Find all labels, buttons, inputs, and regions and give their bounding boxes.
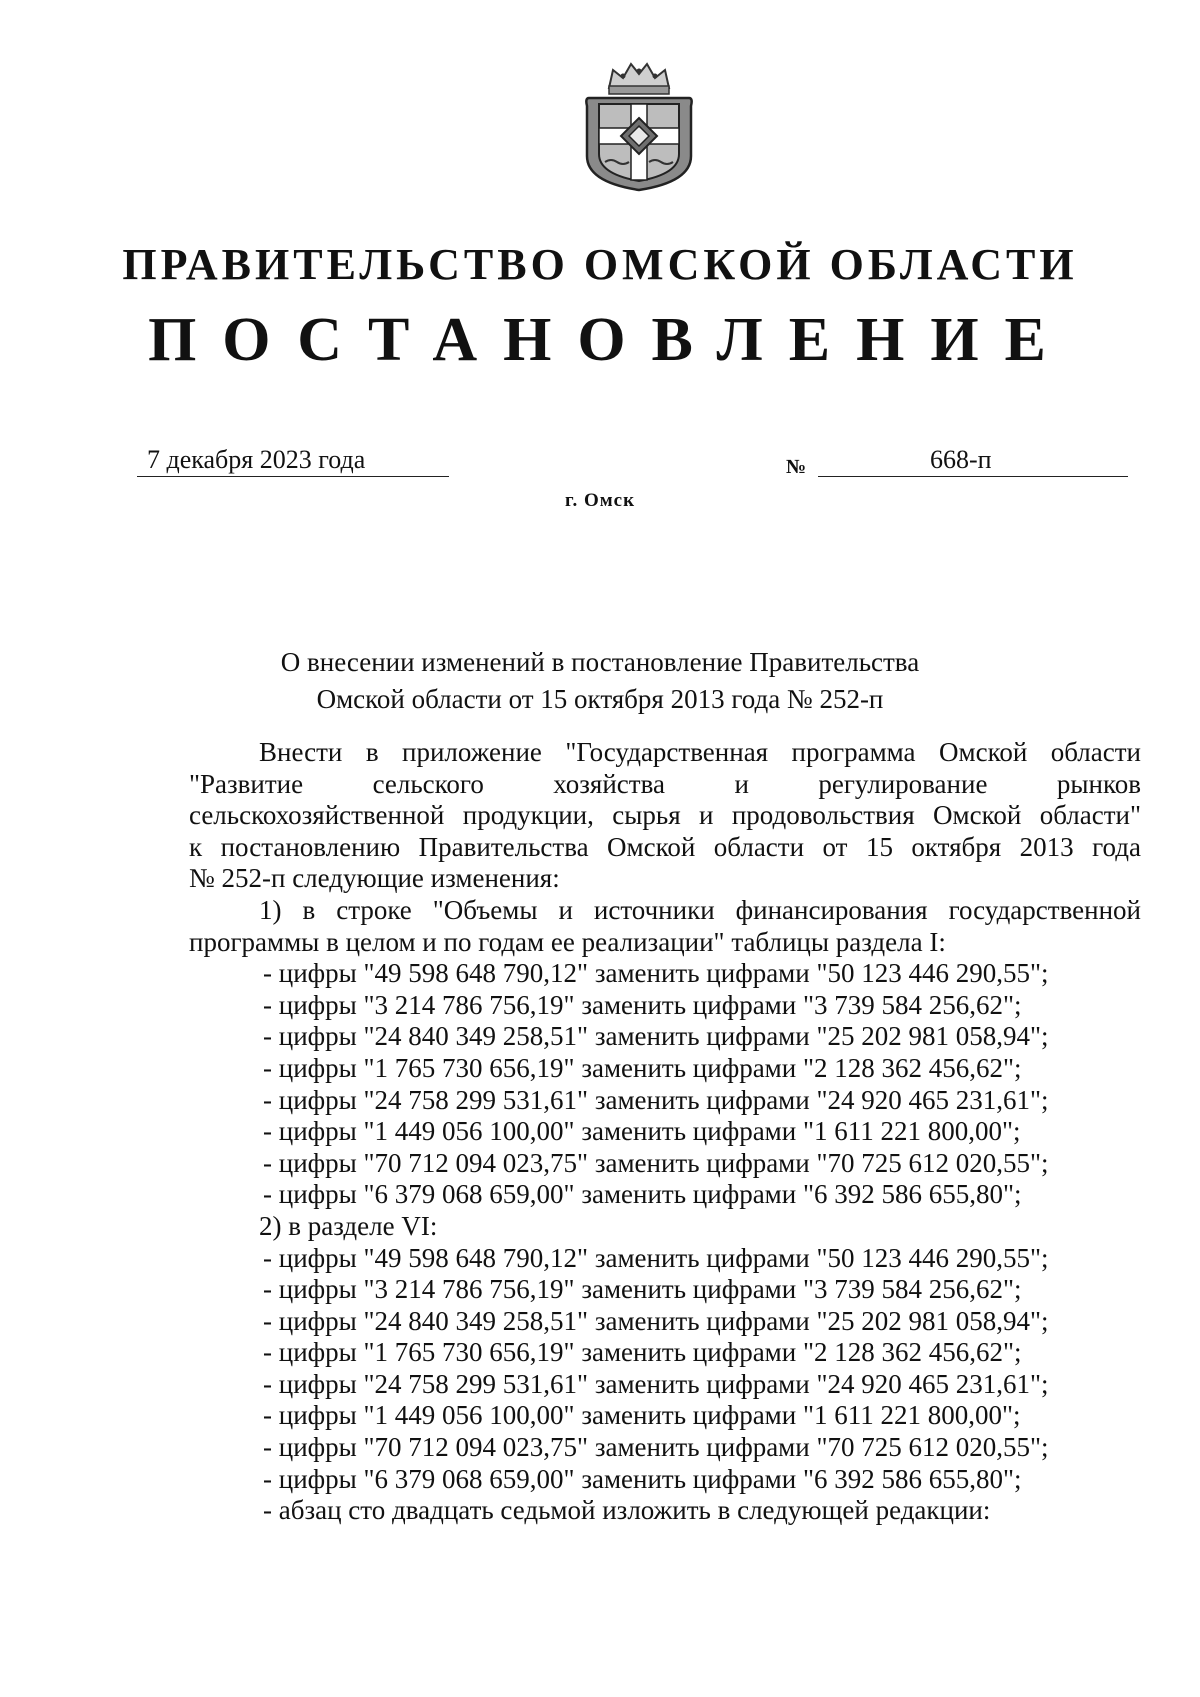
document-date-field <box>137 444 449 477</box>
change-line: - цифры "6 379 068 659,00" заменить цифрами "6 392 586 655,80"; <box>263 1179 1022 1210</box>
body-line: к постановлению Правительства Омской области от 15 октября 2013 года <box>189 831 1141 862</box>
city-label: г. Омск <box>564 490 636 511</box>
change-line: - цифры "24 758 299 531,61" заменить цифрами "24 920 465 231,61"; <box>263 1084 1049 1115</box>
body-line: № 252-п следующие изменения: <box>189 863 560 894</box>
change-line: - цифры "6 379 068 659,00" заменить цифрами "6 392 586 655,80"; <box>263 1463 1022 1494</box>
number-sign: № <box>786 456 807 478</box>
change-line: - цифры "70 712 094 023,75" заменить цифрами "70 725 612 020,55"; <box>263 1432 1049 1463</box>
organization-title: ПРАВИТЕЛЬСТВО ОМСКОЙ ОБЛАСТИ <box>122 240 1078 289</box>
change-line: - цифры "1 765 730 656,19" заменить цифрами "2 128 362 456,62"; <box>263 1052 1022 1083</box>
change-line: - цифры "24 758 299 531,61" заменить цифрами "24 920 465 231,61"; <box>263 1368 1049 1399</box>
change-line: - цифры "70 712 094 023,75" заменить цифрами "70 725 612 020,55"; <box>263 1147 1049 1178</box>
body-line: "Развитие сельского хозяйства и регулирование рынков <box>189 768 1141 799</box>
body-line: Внести в приложение "Государственная программа Омской области <box>259 737 1141 767</box>
omsk-coat-of-arms-icon <box>575 58 703 194</box>
document-body <box>189 737 1141 1527</box>
change-line: - цифры "3 214 786 756,19" заменить цифрами "3 739 584 256,62"; <box>263 989 1022 1020</box>
change-line: - цифры "1 765 730 656,19" заменить цифрами "2 128 362 456,62"; <box>263 1337 1022 1368</box>
document-type-title: ПОСТАНОВЛЕНИЕ <box>148 306 1072 374</box>
document-number-field <box>818 444 1128 477</box>
body-line: сельскохозяйственной продукции, сырья и продовольствия Омской области" <box>189 800 1141 831</box>
change-line: - цифры "1 449 056 100,00" заменить цифрами "1 611 221 800,00"; <box>263 1400 1021 1431</box>
change-line: - цифры "24 840 349 258,51" заменить цифрами "25 202 981 058,94"; <box>263 1021 1049 1052</box>
change-line: - цифры "49 598 648 790,12" заменить цифрами "50 123 446 290,55"; <box>263 1242 1049 1273</box>
document-date: 7 декабря 2023 года <box>147 445 366 474</box>
change-line: - цифры "1 449 056 100,00" заменить цифрами "1 611 221 800,00"; <box>263 1116 1021 1147</box>
document-subject <box>0 644 1200 718</box>
body-line: 2) в разделе VI: <box>259 1210 438 1241</box>
body-line: программы в целом и по годам ее реализации" таблицы раздела I: <box>189 926 946 957</box>
subject-line: О внесении изменений в постановление Правительства <box>280 647 920 677</box>
change-line: - цифры "24 840 349 258,51" заменить цифрами "25 202 981 058,94"; <box>263 1305 1049 1336</box>
change-line: - абзац сто двадцать седьмой изложить в следующей редакции: <box>263 1495 991 1526</box>
body-line: 1) в строке "Объемы и источники финансирования государственной <box>259 894 1141 925</box>
subject-line: Омской области от 15 октября 2013 года № 252-п <box>316 684 884 714</box>
change-line: - цифры "3 214 786 756,19" заменить цифрами "3 739 584 256,62"; <box>263 1274 1022 1305</box>
change-line: - цифры "49 598 648 790,12" заменить цифрами "50 123 446 290,55"; <box>263 958 1049 989</box>
document-number: 668-п <box>930 445 992 474</box>
